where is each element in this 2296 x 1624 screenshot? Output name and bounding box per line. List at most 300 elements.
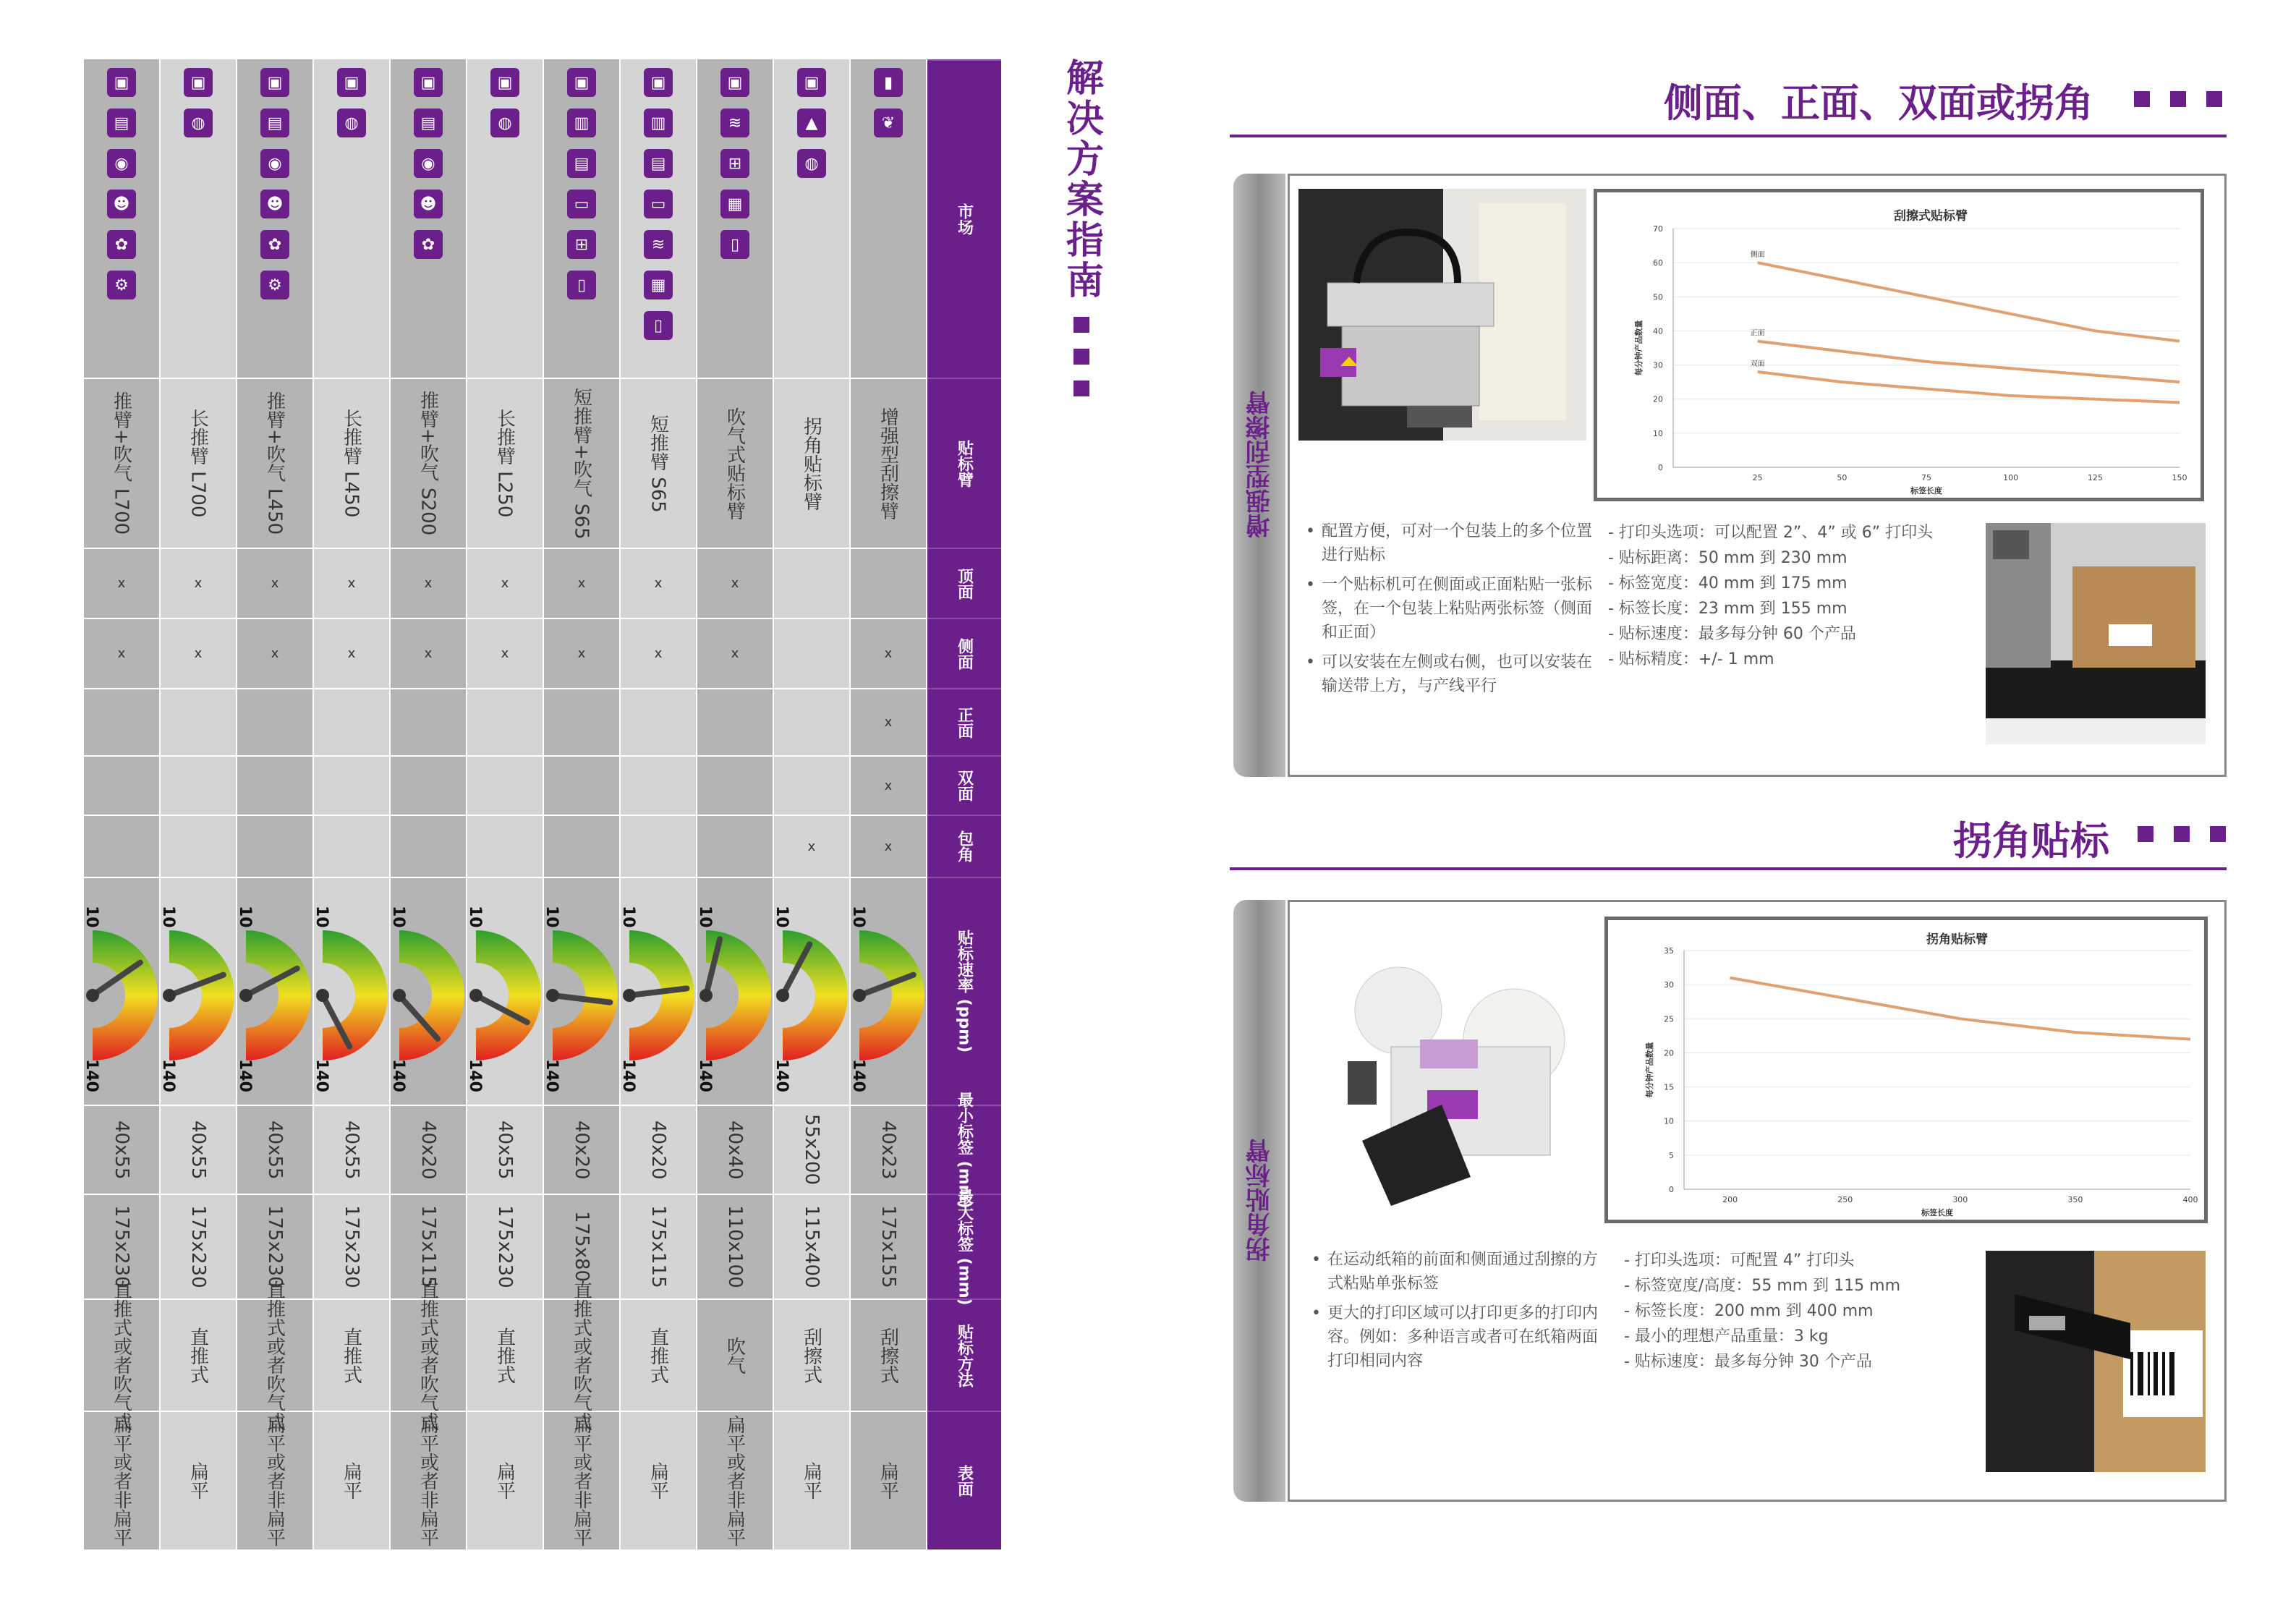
value-surface: 扁平	[647, 1462, 669, 1500]
spec-item: - 贴标速度：最多每分钟 60 个产品	[1608, 625, 1856, 643]
y-tick-label: 0	[1669, 1185, 1674, 1194]
gauge-max-label: 140	[389, 1058, 407, 1092]
cell-top	[391, 548, 466, 618]
gauge-max-label: 140	[82, 1058, 101, 1092]
value-surface: 扁平或者非扁平	[570, 1415, 592, 1547]
guide-row	[84, 59, 159, 1549]
bullet-item: • 配置方便，可对一个包装上的多个位置进行贴标	[1306, 519, 1595, 567]
cell-side	[161, 618, 236, 688]
gauge-hub	[546, 989, 559, 1002]
tractor-icon: ⚙	[107, 271, 136, 299]
cell-top	[161, 548, 236, 618]
cell-double	[161, 755, 236, 815]
mark-top: x	[271, 576, 279, 591]
cell-method	[237, 1280, 312, 1431]
cell-surface	[161, 1411, 236, 1549]
cell-double	[851, 755, 926, 815]
speed-gauge-svg	[466, 905, 541, 1092]
corner-application-photo	[1986, 1251, 2206, 1472]
gauge-arc	[399, 930, 464, 1060]
pet-icon: ◉	[414, 149, 443, 178]
header-max-label	[927, 1188, 1001, 1306]
face-icon: ☻	[414, 190, 443, 218]
value-max-label: 175x230	[187, 1205, 209, 1288]
mark-side: x	[577, 646, 586, 661]
value-max-label: 175x230	[494, 1205, 516, 1288]
header-label: 双面	[955, 770, 974, 802]
cell-front	[237, 688, 312, 755]
speed-gauge	[621, 877, 696, 1105]
box-icon: ▣	[184, 68, 213, 97]
section1-chart	[1597, 192, 2201, 498]
gauge-hub	[86, 989, 99, 1002]
value-surface: 扁平或者非扁平	[263, 1415, 286, 1547]
header-arm	[927, 378, 1001, 548]
cell-front	[467, 688, 543, 755]
spec-item: - 打印头选项：可以配置 2”、4” 或 6” 打印头	[1608, 524, 1934, 542]
cell-surface	[697, 1411, 773, 1549]
cell-side	[237, 618, 312, 688]
box-icon: ▣	[644, 68, 673, 97]
tractor-icon: ⚙	[260, 271, 289, 299]
value-max-label: 175x230	[264, 1205, 286, 1288]
gauge-min-label: 10	[773, 905, 791, 928]
value-min-label: 40x55	[341, 1120, 362, 1180]
gauge-max-label: 140	[619, 1058, 637, 1092]
speed-gauge	[84, 877, 159, 1105]
section2-panel	[1288, 900, 2227, 1502]
cans-icon: ▥	[644, 109, 673, 137]
header-label: 最大标签 (mm)	[955, 1188, 974, 1306]
speed-gauge-svg	[543, 905, 618, 1092]
flower-icon: ✿	[107, 230, 136, 259]
cell-front	[161, 688, 236, 755]
cell-arm	[621, 378, 696, 548]
y-tick-label: 5	[1669, 1150, 1674, 1160]
cell-side	[467, 618, 543, 688]
speed-gauge	[237, 877, 312, 1105]
box-icon: ▣	[490, 68, 519, 97]
guide-header-column	[927, 59, 1001, 1549]
gauge-arc	[169, 930, 234, 1060]
cell-method	[161, 1298, 236, 1411]
gauge-min-label: 10	[312, 905, 331, 928]
gauge-min-label: 10	[619, 905, 637, 928]
value-method: 直推式	[187, 1327, 209, 1384]
value-min-label: 40x55	[264, 1120, 286, 1180]
section1-title: 侧面、正面、双面或拐角	[1664, 80, 2093, 126]
gauge-hub	[163, 989, 176, 1002]
cell-arm	[161, 378, 236, 548]
x-tick-label: 150	[2172, 473, 2187, 482]
phone-icon: ▯	[720, 230, 749, 259]
mark-top: x	[577, 576, 586, 591]
cell-front	[621, 688, 696, 755]
mark-side: x	[884, 646, 893, 661]
cell-arm	[544, 378, 619, 548]
series-label: 双面	[1750, 360, 1765, 368]
value-arm: 吹气式贴标臂	[723, 407, 746, 520]
speed-gauge	[161, 877, 236, 1105]
title-square	[1073, 381, 1089, 396]
section-rule	[1230, 867, 2227, 870]
spec-item: - 标签长度：200 mm 到 400 mm	[1624, 1302, 1874, 1320]
mark-corner: x	[884, 838, 893, 854]
y-tick-label: 20	[1664, 1048, 1674, 1058]
cell-arm	[851, 378, 926, 548]
gauge-arc	[93, 930, 158, 1060]
header-label: 市场	[955, 203, 974, 235]
guide-row	[621, 59, 696, 1549]
cell-double	[391, 755, 466, 815]
speed-gauge	[851, 877, 926, 1105]
cell-side	[621, 618, 696, 688]
value-min-label: 40x40	[724, 1120, 746, 1180]
y-tick-label: 20	[1653, 394, 1663, 404]
flower-icon: ✿	[260, 230, 289, 259]
cell-surface	[467, 1411, 543, 1549]
gauge-min-label: 10	[236, 905, 254, 928]
cell-min-label	[237, 1105, 312, 1194]
cell-max-label	[697, 1194, 773, 1298]
pet-icon: ◉	[260, 149, 289, 178]
header-min-label	[927, 1091, 1001, 1209]
y-tick-label: 15	[1664, 1082, 1674, 1092]
title-square	[2138, 826, 2153, 842]
bottles-icon: ▤	[567, 149, 596, 178]
face-icon: ☻	[107, 190, 136, 218]
speed-gauge-svg	[389, 905, 464, 1092]
cell-top	[237, 548, 312, 618]
value-method: 直推式	[647, 1327, 669, 1384]
section2-specs	[1624, 1248, 1900, 1374]
bullet-item: • 在运动纸箱的前面和侧面通过刮擦的方式粘贴单张标签	[1311, 1248, 1608, 1296]
section2-chart-frame	[1604, 917, 2208, 1223]
x-tick-label: 100	[2003, 473, 2019, 482]
cell-surface	[314, 1411, 389, 1549]
spec-item: - 标签宽度：40 mm 到 175 mm	[1608, 574, 1848, 592]
cell-double	[621, 755, 696, 815]
box-icon: ▣	[414, 68, 443, 97]
value-method: 刮擦式	[877, 1327, 899, 1384]
section1-chart-frame	[1594, 189, 2204, 501]
cell-method	[851, 1298, 926, 1411]
y-tick-label: 70	[1653, 224, 1663, 234]
gauge-max-label: 140	[466, 1058, 484, 1092]
mark-top: x	[731, 576, 739, 591]
cell-front	[774, 688, 849, 755]
section2-bullets	[1311, 1248, 1608, 1379]
gauge-arc	[476, 930, 541, 1060]
speed-gauge-svg	[82, 905, 158, 1092]
cell-surface	[851, 1411, 926, 1549]
section1-bullets	[1306, 519, 1595, 704]
guide-row	[161, 59, 236, 1549]
value-max-label: 175x115	[647, 1205, 669, 1288]
cell-min-label	[467, 1105, 543, 1194]
value-arm: 长推臂 L250	[493, 409, 516, 518]
cell-corner	[467, 815, 543, 877]
cell-arm	[237, 378, 312, 548]
value-method: 刮擦式	[800, 1327, 822, 1384]
gauge-hub	[623, 989, 636, 1002]
car-icon: ⊞	[720, 149, 749, 178]
guide-title: 解决方案指南	[1059, 58, 1103, 301]
mark-side: x	[194, 646, 203, 661]
cell-max-label	[314, 1194, 389, 1298]
y-tick-label: 60	[1653, 258, 1663, 268]
wheat-icon: ≋	[644, 230, 673, 259]
cell-side	[774, 618, 849, 688]
y-tick-label: 30	[1653, 360, 1663, 370]
cell-method	[697, 1298, 773, 1411]
gauge-arc	[783, 930, 848, 1060]
labeler-photo	[1298, 189, 1586, 441]
header-label: 贴标臂	[955, 439, 974, 488]
gauge-hub	[316, 989, 329, 1002]
jar-icon: ◍	[490, 109, 519, 137]
mark-side: x	[654, 646, 663, 661]
x-tick-label: 350	[2067, 1195, 2083, 1204]
cell-side	[851, 618, 926, 688]
cell-min-label	[697, 1105, 773, 1194]
cell-min-label	[314, 1105, 389, 1194]
cell-max-label	[161, 1194, 236, 1298]
jar-icon: ◍	[797, 149, 826, 178]
box-icon: ▣	[107, 68, 136, 97]
mark-side: x	[347, 646, 356, 661]
cell-side	[314, 618, 389, 688]
speed-gauge-svg	[159, 905, 234, 1092]
spec-item: - 贴标距离：50 mm 到 230 mm	[1608, 549, 1848, 567]
mark-corner: x	[807, 838, 816, 854]
value-arm: 推臂+吹气 L700	[110, 391, 132, 535]
cell-front	[314, 688, 389, 755]
header-corner	[927, 815, 1001, 877]
series-label: 正面	[1750, 329, 1765, 338]
spec-item: - 贴标精度：+/- 1 mm	[1608, 650, 1774, 668]
plant-icon: ❦	[874, 109, 903, 137]
mark-side: x	[117, 646, 126, 661]
cell-corner	[851, 815, 926, 877]
cell-min-label	[84, 1105, 159, 1194]
section-rule	[1230, 135, 2227, 137]
x-tick-label: 300	[1952, 1195, 1968, 1204]
corner-labeler-photo	[1333, 960, 1594, 1206]
header-label: 正面	[955, 706, 974, 739]
title-square	[1073, 317, 1089, 333]
value-min-label: 40x23	[877, 1120, 899, 1180]
guide-row	[391, 59, 466, 1549]
value-surface: 扁平或者非扁平	[417, 1415, 439, 1547]
value-surface: 扁平或者非扁平	[110, 1415, 132, 1547]
cell-method	[544, 1280, 619, 1431]
gauge-max-label: 140	[696, 1058, 714, 1092]
value-surface: 扁平	[340, 1462, 362, 1500]
cell-top	[697, 548, 773, 618]
value-min-label: 40x20	[571, 1120, 592, 1180]
guide-row	[467, 59, 543, 1549]
value-method: 直推式或者吹气式	[570, 1280, 592, 1431]
box-icon: ▣	[720, 68, 749, 97]
spec-item: - 打印头选项：可配置 4” 打印头	[1624, 1251, 1855, 1270]
section1-tab	[1233, 174, 1285, 777]
mark-side: x	[731, 646, 739, 661]
value-method: 直推式	[340, 1327, 362, 1384]
value-method: 直推式	[493, 1327, 516, 1384]
value-arm: 推臂+吹气 S200	[417, 391, 439, 536]
box-icon: ▣	[337, 68, 366, 97]
gauge-max-label: 140	[159, 1058, 177, 1092]
cell-corner	[391, 815, 466, 877]
value-min-label: 40x20	[647, 1120, 669, 1180]
bottles-icon: ▤	[414, 109, 443, 137]
value-max-label: 175x230	[111, 1205, 132, 1288]
cell-arm	[391, 378, 466, 548]
guide-row	[237, 59, 312, 1549]
y-tick-label: 0	[1658, 463, 1663, 472]
cell-arm	[314, 378, 389, 548]
cell-top	[314, 548, 389, 618]
cell-max-label	[851, 1194, 926, 1298]
cell-side	[544, 618, 619, 688]
guide-row	[314, 59, 389, 1549]
section2-chart-title: 拐角贴标臂	[1926, 932, 1988, 947]
cell-min-label	[774, 1105, 849, 1194]
value-surface: 扁平	[493, 1462, 516, 1500]
gauge-min-label: 10	[466, 905, 484, 928]
guide-row	[697, 59, 773, 1549]
section2-tab	[1233, 900, 1285, 1502]
series-label: 侧面	[1750, 251, 1765, 260]
y-axis-title: 每分钟产品数量	[1634, 320, 1644, 376]
cell-method	[774, 1298, 849, 1411]
gauge-max-label: 140	[236, 1058, 254, 1092]
y-tick-label: 10	[1653, 428, 1663, 438]
section2-chart	[1608, 920, 2204, 1220]
cell-corner	[697, 815, 773, 877]
crate-icon: ▦	[720, 190, 749, 218]
cell-surface	[774, 1411, 849, 1549]
value-min-label: 40x55	[494, 1120, 516, 1180]
gauge-hub	[239, 989, 252, 1002]
spec-item: - 最小的理想产品重量：3 kg	[1624, 1327, 1829, 1345]
mark-top: x	[501, 576, 509, 591]
box-icon: ▣	[260, 68, 289, 97]
spec-item: - 标签长度：23 mm 到 155 mm	[1608, 600, 1848, 618]
cell-surface	[544, 1411, 619, 1549]
mark-top: x	[117, 576, 126, 591]
gauge-hub	[469, 989, 482, 1002]
header-speed	[927, 877, 1001, 1105]
gauge-min-label: 10	[543, 905, 561, 928]
value-max-label: 115x400	[801, 1205, 822, 1288]
cell-min-label	[851, 1105, 926, 1194]
speed-gauge	[314, 877, 389, 1105]
speed-gauge	[391, 877, 466, 1105]
section1-specs	[1608, 520, 1933, 672]
title-square	[2134, 91, 2150, 107]
guide-row	[544, 59, 619, 1549]
phone-icon: ▯	[567, 271, 596, 299]
value-surface: 扁平	[800, 1462, 822, 1500]
section2-title: 拐角贴标	[1953, 818, 2109, 864]
solution-guide-table	[84, 59, 1007, 1549]
title-square	[2206, 91, 2222, 107]
value-min-label: 40x55	[111, 1120, 132, 1180]
phone-icon: ▯	[644, 311, 673, 340]
cell-front	[544, 688, 619, 755]
value-method: 直推式或者吹气式	[263, 1280, 286, 1431]
gauge-max-label: 140	[543, 1058, 561, 1092]
speed-gauge-svg	[236, 905, 311, 1092]
cell-max-label	[467, 1194, 543, 1298]
spec-item: - 标签宽度/高度：55 mm 到 115 mm	[1624, 1277, 1901, 1295]
value-arm: 长推臂 L700	[187, 409, 209, 518]
guide-row	[851, 59, 926, 1549]
speed-gauge	[697, 877, 773, 1105]
header-front	[927, 688, 1001, 755]
value-arm: 短推臂+吹气 S65	[570, 387, 592, 540]
bottles-icon: ▤	[107, 109, 136, 137]
value-surface: 扁平或者非扁平	[723, 1415, 746, 1547]
gauge-hub	[393, 989, 406, 1002]
cell-surface	[84, 1411, 159, 1549]
bottle-icon: ▮	[874, 68, 903, 97]
speed-gauge-svg	[696, 905, 771, 1092]
wheat-icon: ≋	[720, 109, 749, 137]
section1-chart-title: 刮擦式贴标臂	[1894, 209, 1968, 224]
cell-double	[237, 755, 312, 815]
value-surface: 扁平	[877, 1462, 899, 1500]
header-side	[927, 618, 1001, 688]
box-icon: ▣	[567, 68, 596, 97]
mark-double: x	[884, 778, 893, 794]
value-surface: 扁平	[187, 1462, 209, 1500]
header-label: 贴标方法	[955, 1323, 974, 1387]
bullet-item: • 更大的打印区域可以打印更多的打印内容。例如：多种语言或者可在纸箱两面打印相同内容	[1311, 1301, 1608, 1373]
cell-corner	[621, 815, 696, 877]
x-tick-label: 125	[2087, 473, 2103, 482]
cell-surface	[237, 1411, 312, 1549]
gauge-min-label: 10	[159, 905, 177, 928]
header-label: 贴标速率 (ppm)	[955, 930, 974, 1053]
x-tick-label: 25	[1752, 473, 1763, 482]
speed-gauge-svg	[773, 905, 848, 1092]
cell-corner	[314, 815, 389, 877]
speed-gauge	[467, 877, 543, 1105]
gauge-hub	[853, 989, 866, 1002]
cell-corner	[84, 815, 159, 877]
cell-min-label	[544, 1105, 619, 1194]
cell-side	[391, 618, 466, 688]
header-label: 顶面	[955, 567, 974, 600]
section1-tab-label: 增强型刮擦臂	[1246, 391, 1275, 538]
box-icon: ▣	[797, 68, 826, 97]
mark-top: x	[424, 576, 433, 591]
value-max-label: 175x80	[571, 1211, 592, 1283]
title-square	[1073, 349, 1089, 365]
bullet-item: • 可以安装在左侧或右侧，也可以安装在输送带上方，与产线平行	[1306, 650, 1595, 698]
value-max-label: 175x115	[417, 1205, 439, 1288]
mark-top: x	[347, 576, 356, 591]
mark-front: x	[884, 715, 893, 730]
cell-method	[84, 1280, 159, 1431]
cell-double	[544, 755, 619, 815]
cell-double	[697, 755, 773, 815]
gauge-min-label: 10	[82, 905, 101, 928]
cell-double	[84, 755, 159, 815]
